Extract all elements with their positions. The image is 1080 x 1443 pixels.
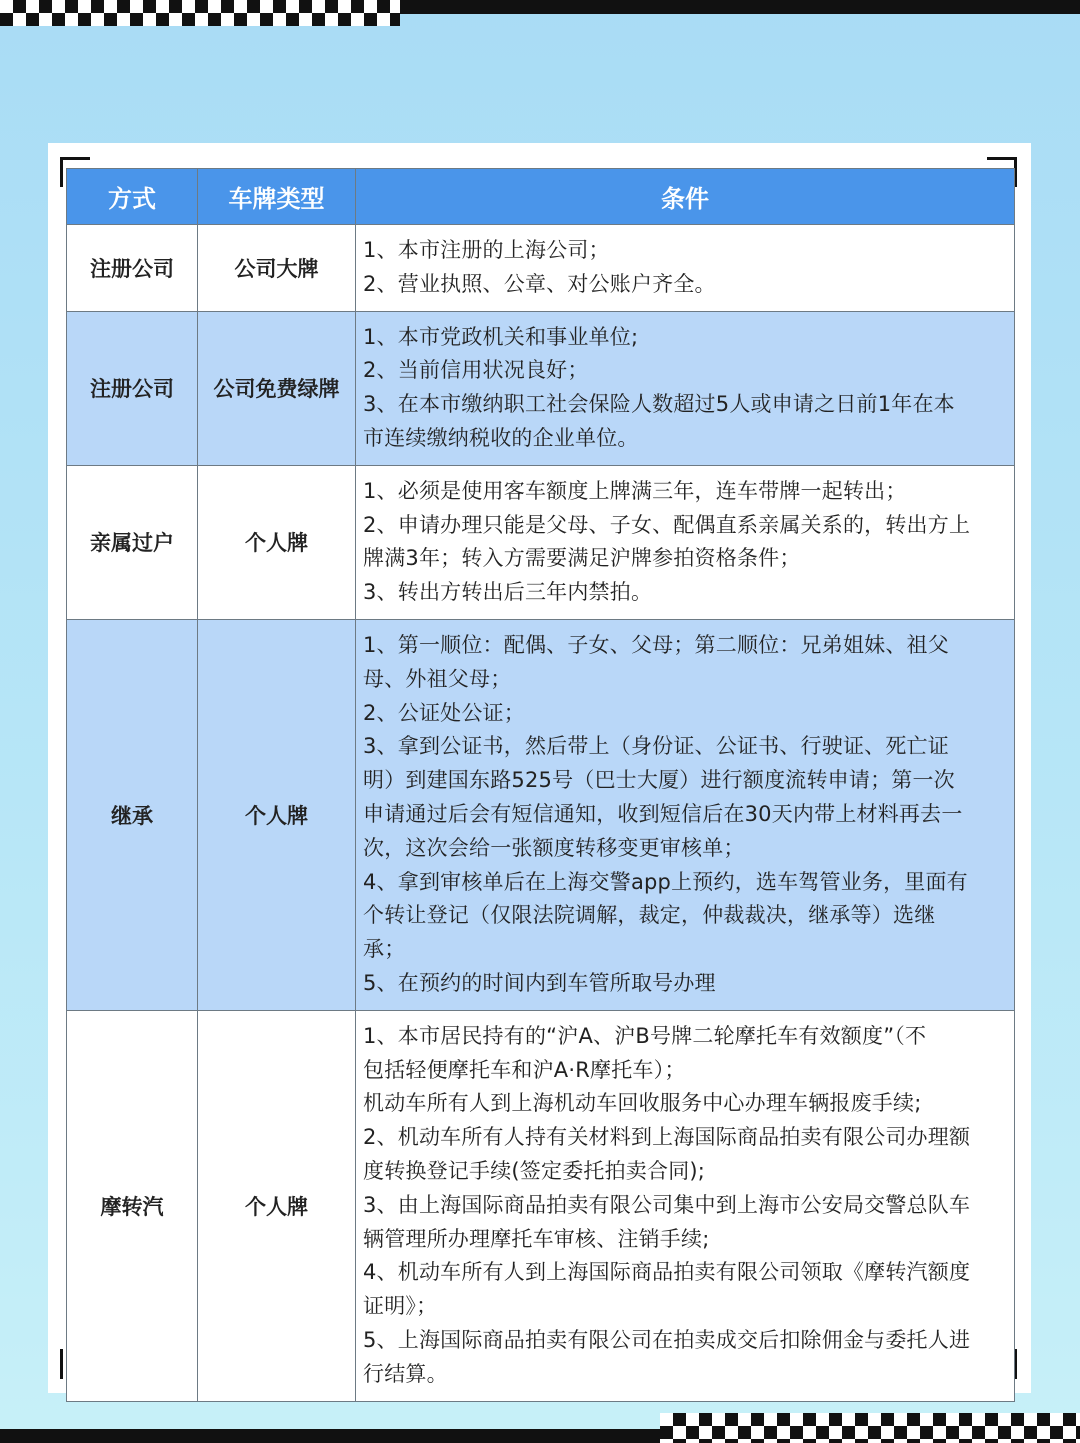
condition-line: 3、由上海国际商品拍卖有限公司集中到上海市公安局交警总队车 — [363, 1192, 971, 1217]
condition-line: 度转换登记手续(签定委托拍卖合同); — [363, 1158, 706, 1183]
condition-line: 4、拿到审核单后在上海交警app上预约，选车驾管业务，里面有 — [363, 869, 968, 894]
condition-line: 次，这次会给一张额度转移变更审核单； — [363, 835, 745, 860]
condition-line: 2、营业执照、公章、对公账户齐全。 — [363, 271, 716, 296]
condition-line: 3、拿到公证书，然后带上（身份证、公证书、行驶证、死亡证 — [363, 734, 949, 759]
corner-mark — [60, 157, 63, 187]
condition-line: 证明》； — [363, 1294, 438, 1319]
plate-type-cell: 个人牌 — [198, 465, 356, 619]
condition-line: 包括轻便摩托车和沪A·R摩托车）； — [363, 1057, 686, 1082]
plate-type-cell: 公司大牌 — [198, 225, 356, 312]
plate-type-cell: 个人牌 — [198, 619, 356, 1010]
table-header-row — [67, 169, 1015, 225]
condition-line: 1、第一顺位：配偶、子女、父母；第二顺位：兄弟姐妹、祖父 — [363, 632, 949, 657]
method-cell: 注册公司 — [67, 225, 198, 312]
header-plate-type: 车牌类型 — [198, 169, 356, 225]
table-row — [67, 465, 1015, 619]
plate-type-cell: 公司免费绿牌 — [198, 311, 356, 465]
top-border-bar — [400, 0, 1080, 14]
condition-line: 3、转出方转出后三年内禁拍。 — [363, 580, 653, 605]
condition-line: 4、机动车所有人到上海国际商品拍卖有限公司领取《摩转汽额度 — [363, 1260, 971, 1285]
condition-line: 牌满3年；转入方需要满足沪牌参拍资格条件； — [363, 546, 801, 571]
method-cell: 摩转汽 — [67, 1010, 198, 1401]
condition-line: 辆管理所办理摩托车审核、注销手续; — [363, 1226, 710, 1251]
plate-type-cell: 个人牌 — [198, 1010, 356, 1401]
condition-line: 1、本市居民持有的“沪A、沪B号牌二轮摩托车有效额度”（不 — [363, 1023, 927, 1048]
condition-line: 2、当前信用状况良好； — [363, 358, 589, 383]
condition-line: 承； — [363, 937, 406, 962]
condition-line: 母、外祖父母； — [363, 666, 512, 691]
table-row — [67, 1010, 1015, 1401]
condition-line: 1、本市党政机关和事业单位; — [363, 324, 639, 349]
conditions-cell — [356, 225, 1015, 312]
corner-mark — [60, 157, 90, 160]
method-cell: 继承 — [67, 619, 198, 1010]
condition-line: 个转让登记（仅限法院调解，裁定，仲裁裁决，继承等）选继 — [363, 903, 936, 928]
header-method: 方式 — [67, 169, 198, 225]
header-conditions: 条件 — [356, 169, 1015, 225]
condition-line: 5、上海国际商品拍卖有限公司在拍卖成交后扣除佣金与委托人进 — [363, 1327, 971, 1352]
condition-line: 1、本市注册的上海公司； — [363, 238, 610, 262]
condition-line: 机动车所有人到上海机动车回收服务中心办理车辆报废手续; — [363, 1091, 922, 1116]
condition-line: 2、机动车所有人持有关材料到上海国际商品拍卖有限公司办理额 — [363, 1125, 971, 1150]
condition-line: 市连续缴纳税收的企业单位。 — [363, 425, 639, 450]
conditions-cell — [356, 1010, 1015, 1401]
table-row — [67, 619, 1015, 1010]
corner-mark — [60, 1349, 63, 1379]
condition-line: 申请通过后会有短信通知，收到短信后在30天内带上材料再去一 — [363, 801, 963, 826]
method-cell: 注册公司 — [67, 311, 198, 465]
conditions-cell — [356, 465, 1015, 619]
corner-mark — [987, 157, 1017, 160]
condition-line: 1、必须是使用客车额度上牌满三年，连车带牌一起转出； — [363, 478, 907, 503]
condition-line: 2、公证处公证； — [363, 700, 525, 725]
method-cell: 亲属过户 — [67, 465, 198, 619]
condition-line: 行结算。 — [363, 1361, 448, 1386]
conditions-cell — [356, 619, 1015, 1010]
conditions-cell — [356, 311, 1015, 465]
table-row — [67, 311, 1015, 465]
bottom-border-bar — [0, 1429, 660, 1443]
condition-line: 明）到建国东路525号（巴士大厦）进行额度流转申请；第一次 — [363, 768, 955, 793]
table-row — [67, 225, 1015, 312]
license-plate-table — [66, 168, 1015, 1402]
checker-decoration-top — [0, 0, 400, 26]
checker-decoration-bottom — [660, 1413, 1080, 1443]
condition-line: 5、在预约的时间内到车管所取号办理 — [363, 970, 716, 995]
condition-line: 3、在本市缴纳职工社会保险人数超过5人或申请之日前1年在本 — [363, 392, 955, 417]
condition-line: 2、申请办理只能是父母、子女、配偶直系亲属关系的，转出方上 — [363, 512, 971, 537]
